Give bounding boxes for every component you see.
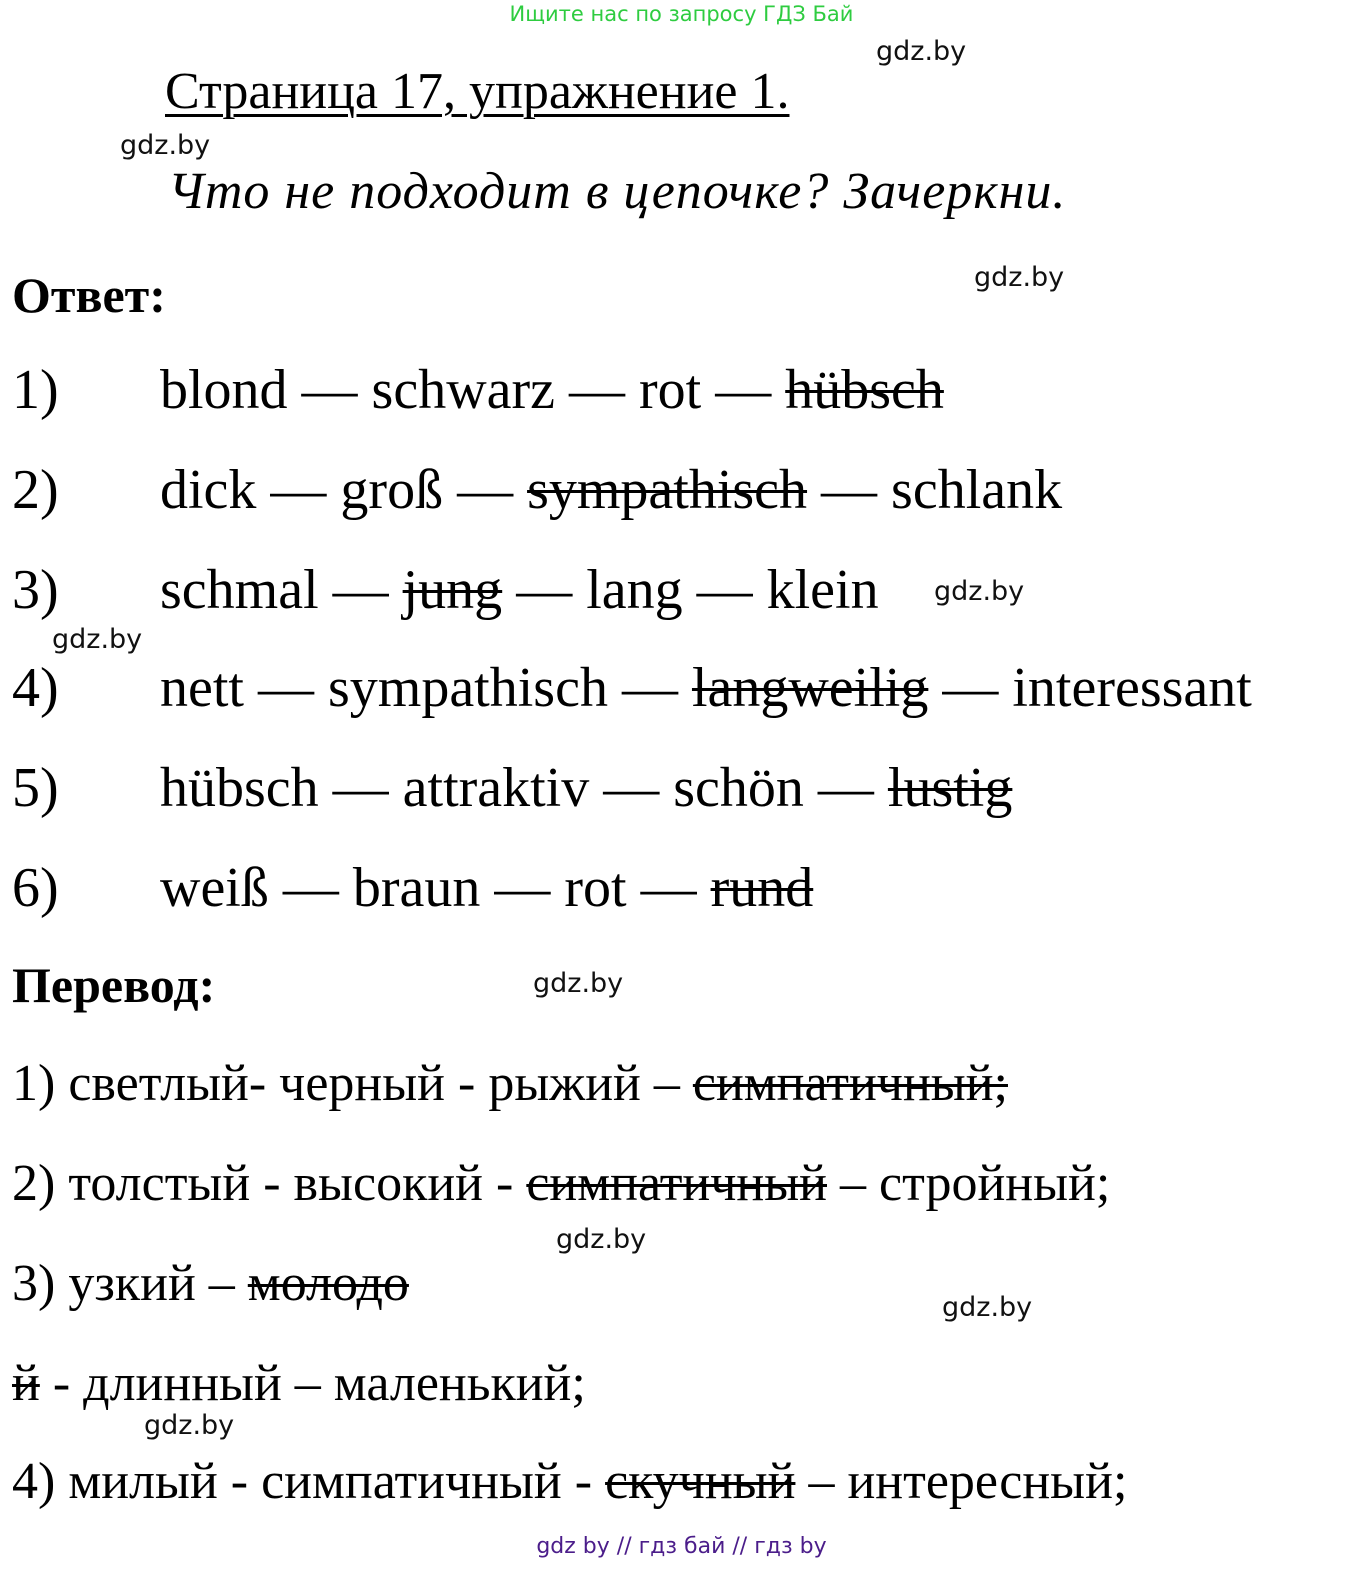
- row-text: 3) узкий –: [12, 1255, 248, 1312]
- watermark: gdz.by: [120, 130, 211, 161]
- row-number: 6): [12, 857, 59, 919]
- answer-row: [12, 358, 944, 422]
- translation-row: [12, 1254, 409, 1313]
- row-text: – интересный;: [795, 1453, 1128, 1510]
- row-text: 4) милый - симпатичный -: [12, 1453, 606, 1510]
- answer-row: [12, 856, 813, 920]
- row-text: nett — sympathisch —: [160, 657, 692, 719]
- row-text: schmal —: [160, 559, 403, 621]
- watermark: gdz.by: [144, 1410, 235, 1441]
- row-number: 5): [12, 757, 59, 819]
- row-text: — interessant: [928, 657, 1252, 719]
- answer-row: [12, 656, 1252, 720]
- watermark: gdz.by: [52, 624, 143, 655]
- row-number: 2): [12, 459, 59, 521]
- translation-row: [12, 1054, 1008, 1113]
- search-banner: Ищите нас по запросу ГДЗ Бай: [509, 2, 854, 26]
- translation-row: [12, 1354, 586, 1413]
- row-number: 3): [12, 559, 59, 621]
- task-instruction: Что не подходит в цепочке? Зачеркни.: [168, 163, 1067, 220]
- row-text: blond — schwarz — rot —: [160, 359, 786, 421]
- row-text: hübsch — attraktiv — schön —: [160, 757, 888, 819]
- row-text: – стройный;: [827, 1155, 1111, 1212]
- struck-word: й: [12, 1355, 40, 1412]
- row-text: dick — groß —: [160, 459, 528, 521]
- translation-row: [12, 1154, 1110, 1213]
- watermark: gdz.by: [974, 262, 1065, 293]
- struck-word: rund: [710, 857, 814, 919]
- watermark: gdz.by: [942, 1292, 1033, 1323]
- translation-row: [12, 1452, 1127, 1511]
- row-text: - длинный – маленький;: [39, 1355, 586, 1412]
- struck-word: hübsch: [785, 359, 944, 421]
- answer-row: [12, 558, 879, 622]
- footer-watermark: gdz by // гдз бай // гдз by: [536, 1534, 827, 1559]
- struck-word: langweilig: [691, 657, 929, 719]
- struck-word: lustig: [887, 757, 1013, 819]
- row-text: 1) светлый- черный - рыжий –: [12, 1055, 693, 1112]
- struck-word: молодо: [247, 1255, 409, 1312]
- watermark: gdz.by: [556, 1224, 647, 1255]
- struck-word: симпатичный;: [692, 1055, 1008, 1112]
- watermark: gdz.by: [934, 576, 1025, 607]
- watermark: gdz.by: [533, 968, 624, 999]
- row-number: 1): [12, 359, 59, 421]
- row-number: 4): [12, 657, 59, 719]
- answer-heading: Ответ:: [12, 267, 166, 323]
- translation-heading: Перевод:: [12, 957, 216, 1013]
- page-title: Страница 17, упражнение 1.: [165, 63, 790, 120]
- answer-row: [12, 756, 1012, 820]
- struck-word: скучный: [605, 1453, 796, 1510]
- answer-row: [12, 458, 1062, 522]
- row-text: — lang — klein: [502, 559, 879, 621]
- struck-word: симпатичный: [526, 1155, 827, 1212]
- row-text: 2) толстый - высокий -: [12, 1155, 527, 1212]
- struck-word: jung: [402, 559, 503, 621]
- row-text: — schlank: [807, 459, 1063, 521]
- watermark: gdz.by: [876, 36, 967, 67]
- struck-word: sympathisch: [527, 459, 808, 521]
- row-text: weiß — braun — rot —: [160, 857, 711, 919]
